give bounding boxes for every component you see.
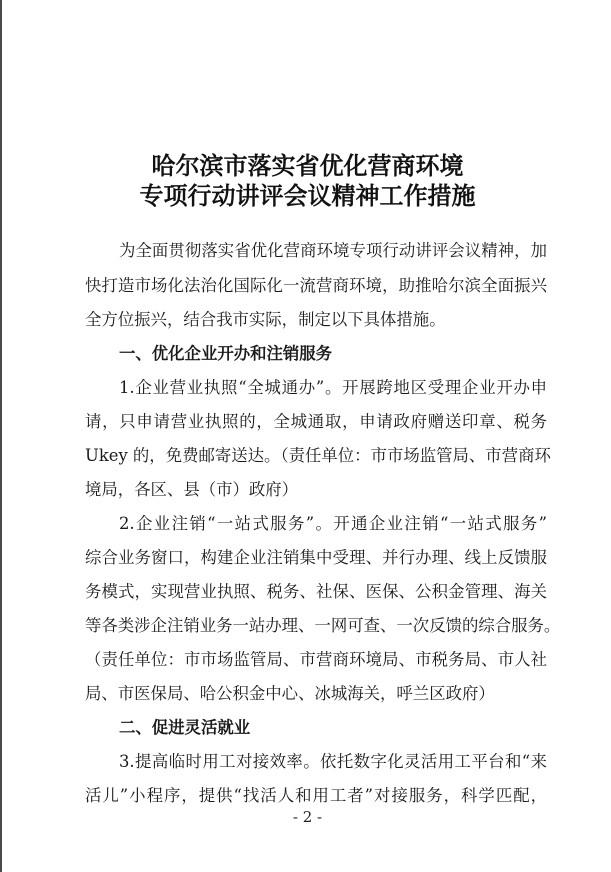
- paragraph-line: 全方位振兴，结合我市实际，制定以下具体措施。: [85, 310, 446, 329]
- section-heading: 一、优化企业开办和注销服务: [119, 344, 333, 363]
- paragraph-line: 活儿”小程序，提供“找活人和用工者”对接服务，科学匹配，: [85, 786, 547, 805]
- paragraph-line: 为全面贯彻落实省优化营商环境专项行动讲评会议精神，加: [119, 241, 547, 260]
- paragraph-line: 3.提高临时用工对接效率。依托数字化灵活用工平台和“来: [119, 752, 547, 771]
- paragraph-line: 综合业务窗口，构建企业注销集中受理、并行办理、线上反馈服: [85, 548, 547, 567]
- paragraph-line: 务模式，实现营业执照、税务、社保、医保、公积金管理、海关: [85, 582, 547, 601]
- section-heading: 二、促进灵活就业: [119, 718, 251, 737]
- paragraph-line: 2.企业注销“一站式服务”。开通企业注销“一站式服务”: [119, 514, 547, 533]
- paragraph-line: 等各类涉企注销业务一站办理、一网可查、一次反馈的综合服务。: [85, 616, 561, 635]
- paragraph-line: 请，只申请营业执照的，全城通取，申请政府赠送印章、税务: [85, 412, 547, 431]
- paragraph-line: 境局，各区、县（市）政府）: [85, 480, 299, 499]
- paragraph-line: （责任单位：市市场监管局、市营商环境局、市税务局、市人社: [85, 650, 547, 669]
- paragraph-line: Ukey 的，免费邮寄送达。（责任单位：市市场监管局、市营商环: [85, 446, 551, 465]
- paragraph-line: 局、市医保局、哈公积金中心、冰城海关，呼兰区政府）: [85, 684, 495, 703]
- page-number: - 2 -: [292, 808, 323, 826]
- paragraph-line: 快打造市场化法治化国际化一流营商环境，助推哈尔滨全面振兴: [85, 276, 547, 295]
- document-title-line2: 专项行动讲评会议精神工作措施: [139, 181, 476, 210]
- paragraph-line: 1.企业营业执照“全城通办”。开展跨地区受理企业开办申: [119, 378, 547, 397]
- document-title-line1: 哈尔滨市落实省优化营商环境: [151, 151, 464, 180]
